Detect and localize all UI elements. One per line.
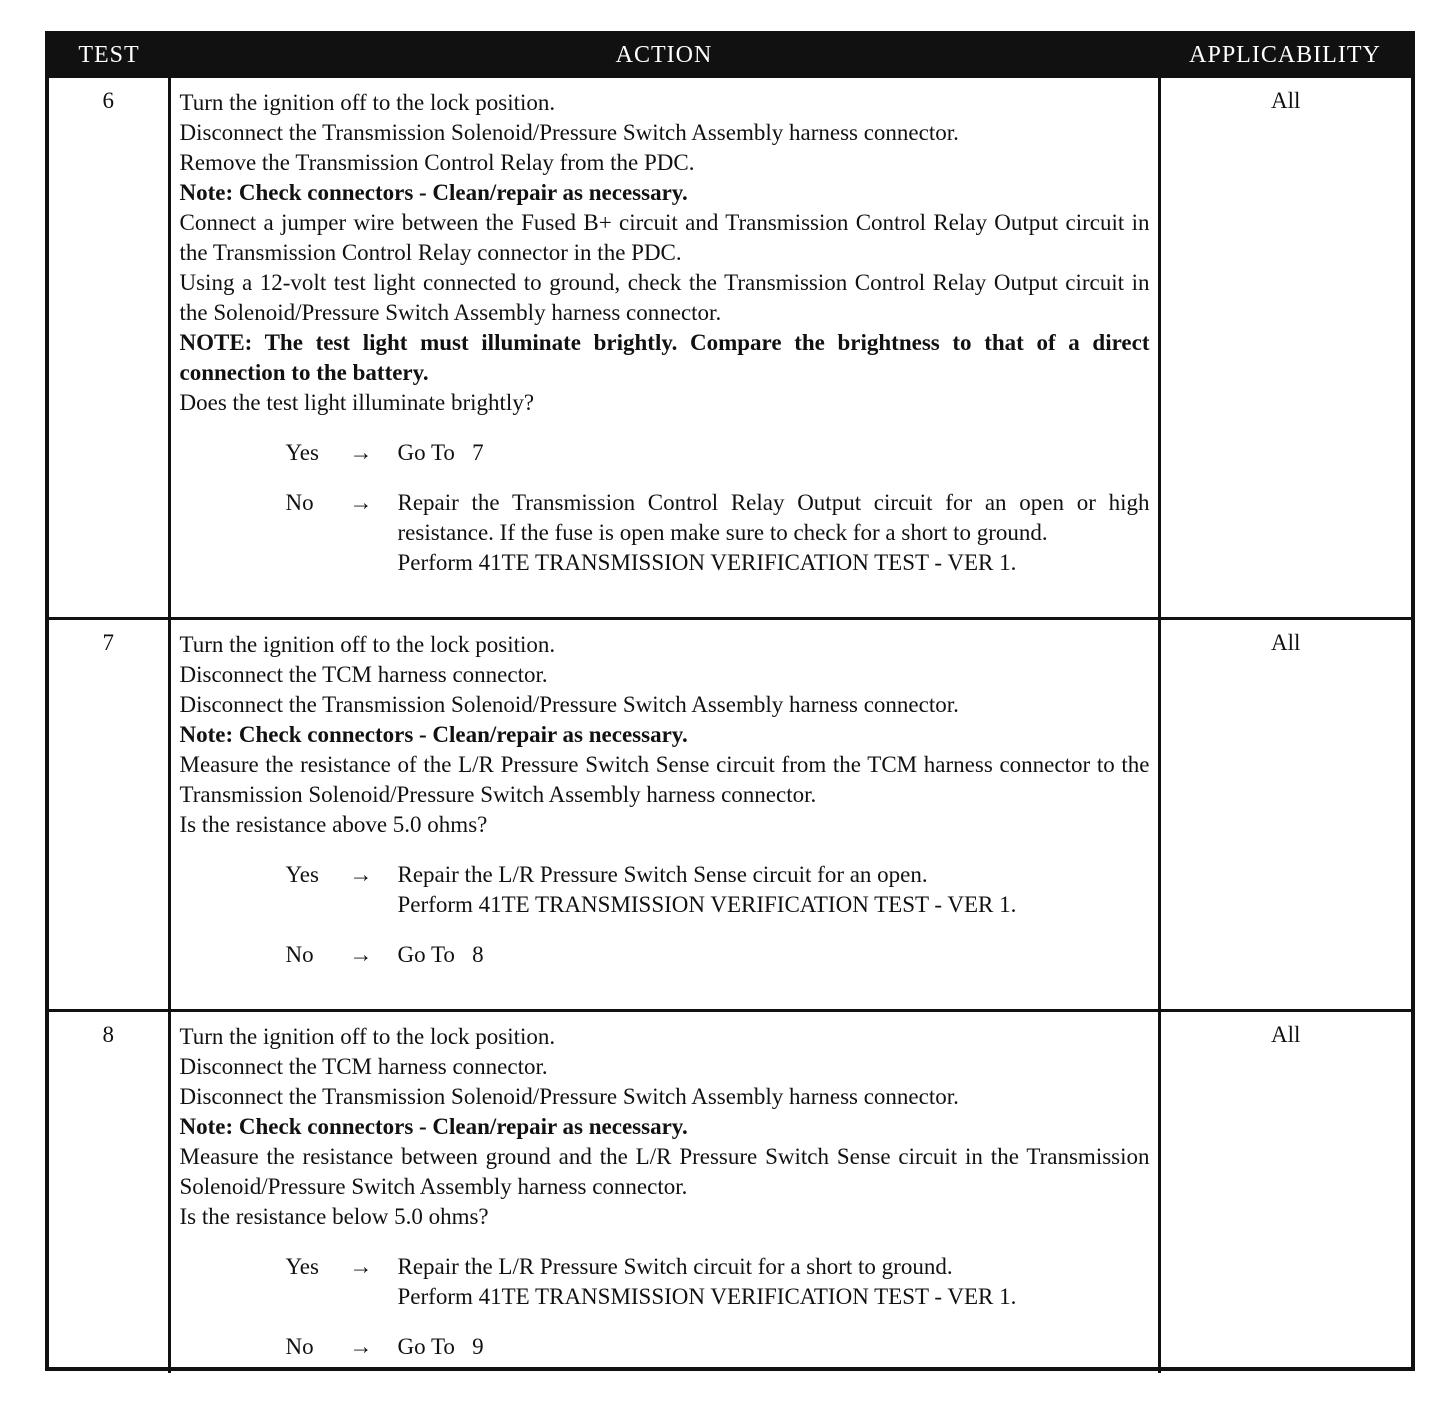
answer-result — [398, 1252, 1150, 1312]
answer-label: Yes — [285, 1254, 319, 1279]
answer-label: No — [285, 490, 314, 515]
action-cell — [169, 1011, 1159, 1373]
applicability-value: All — [1159, 1011, 1411, 1373]
table-row — [49, 77, 1411, 619]
arrow-right-icon: → — [349, 1254, 373, 1279]
instruction-text: Does the test light illuminate brightly? — [179, 390, 535, 415]
answer-yes — [180, 860, 1150, 920]
test-number: 7 — [49, 619, 169, 1011]
answer-result — [398, 860, 1150, 920]
header-row — [49, 35, 1411, 77]
answer-label: No — [285, 942, 314, 967]
note-text: Note: Check connectors - Clean/repair as necessary. — [179, 722, 688, 747]
diagnostic-test-table — [49, 35, 1411, 1373]
instruction-text: Connect a jumper wire between the Fused B+ circuit and Transmission Control Relay Output circuit in the Transmission Control Relay connector in the PDC. — [179, 210, 1150, 265]
answer-result — [398, 438, 1150, 468]
header-test: TEST — [49, 35, 169, 77]
note-text: Note: Check connectors - Clean/repair as necessary. — [179, 180, 688, 205]
instruction-text: Turn the ignition off to the lock position. — [179, 90, 556, 115]
instruction-text: Disconnect the TCM harness connector. — [179, 662, 548, 687]
answer-label: Yes — [285, 440, 319, 465]
header-action: ACTION — [169, 35, 1159, 77]
test-number: 8 — [49, 1011, 169, 1373]
instruction-text: Turn the ignition off to the lock position. — [179, 632, 556, 657]
action-cell — [169, 77, 1159, 619]
arrow-right-icon: → — [349, 1334, 373, 1359]
result-line: Go To 7 — [397, 440, 484, 465]
result-line: Repair the Transmission Control Relay Output circuit for an open or high resistance. If the fuse is open make sure to check for a short to ground. — [397, 490, 1156, 545]
test-table-sheet — [45, 31, 1415, 1371]
note-text: Note: Check connectors - Clean/repair as necessary. — [179, 1114, 688, 1139]
arrow-right-icon: → — [349, 440, 373, 465]
header-applicability: APPLICABILITY — [1159, 35, 1411, 77]
answer-label: Yes — [285, 862, 319, 887]
table-header — [49, 35, 1411, 77]
table-row — [49, 1011, 1411, 1373]
instruction-text: Disconnect the Transmission Solenoid/Pressure Switch Assembly harness connector. — [179, 1084, 959, 1109]
result-line: Repair the L/R Pressure Switch circuit for a short to ground. — [397, 1254, 953, 1279]
answer-no — [180, 940, 1150, 970]
answer-no — [180, 488, 1156, 578]
result-line: Go To 9 — [397, 1334, 484, 1359]
answer-result — [398, 1332, 1150, 1362]
answer-yes — [180, 438, 1150, 468]
instruction-text: Disconnect the Transmission Solenoid/Pressure Switch Assembly harness connector. — [179, 692, 959, 717]
instruction-text: Turn the ignition off to the lock position. — [179, 1024, 556, 1049]
instruction-text: Using a 12-volt test light connected to ground, check the Transmission Control Relay Output circuit in the Solenoid/Pressure Switch Assembly harness connector. — [179, 270, 1150, 325]
instruction-text: Disconnect the Transmission Solenoid/Pressure Switch Assembly harness connector. — [179, 120, 959, 145]
table-body — [49, 77, 1411, 1373]
result-line: Perform 41TE TRANSMISSION VERIFICATION TEST - VER 1. — [397, 1284, 1017, 1309]
instruction-text: Is the resistance above 5.0 ohms? — [179, 812, 488, 837]
note-text: NOTE: The test light must illuminate brightly. Compare the brightness to that of a direct connection to the battery. — [179, 330, 1150, 385]
instruction-text: Is the resistance below 5.0 ohms? — [179, 1204, 489, 1229]
applicability-value: All — [1159, 77, 1411, 619]
instruction-text: Remove the Transmission Control Relay from the PDC. — [179, 150, 695, 175]
result-line: Go To 8 — [397, 942, 484, 967]
instruction-text: Measure the resistance between ground and the L/R Pressure Switch Sense circuit in the Transmission Solenoid/Pressure Switch Assembly harness connector. — [179, 1144, 1150, 1199]
arrow-right-icon: → — [349, 942, 373, 967]
result-line: Perform 41TE TRANSMISSION VERIFICATION TEST - VER 1. — [397, 892, 1017, 917]
answer-yes — [180, 1252, 1150, 1312]
answer-no — [180, 1332, 1150, 1362]
applicability-value: All — [1159, 619, 1411, 1011]
answer-label: No — [285, 1334, 314, 1359]
instruction-text: Disconnect the TCM harness connector. — [179, 1054, 548, 1079]
action-cell — [169, 619, 1159, 1011]
table-row — [49, 619, 1411, 1011]
arrow-right-icon: → — [349, 490, 373, 515]
instruction-text: Measure the resistance of the L/R Pressure Switch Sense circuit from the TCM harness connector to the Transmission Solenoid/Pressure Switch Assembly harness connector. — [179, 752, 1150, 807]
result-line: Perform 41TE TRANSMISSION VERIFICATION TEST - VER 1. — [397, 550, 1017, 575]
arrow-right-icon: → — [349, 862, 373, 887]
answer-result — [398, 940, 1150, 970]
result-line: Repair the L/R Pressure Switch Sense circuit for an open. — [397, 862, 928, 887]
test-number: 6 — [49, 77, 169, 619]
answer-result — [397, 488, 1156, 578]
